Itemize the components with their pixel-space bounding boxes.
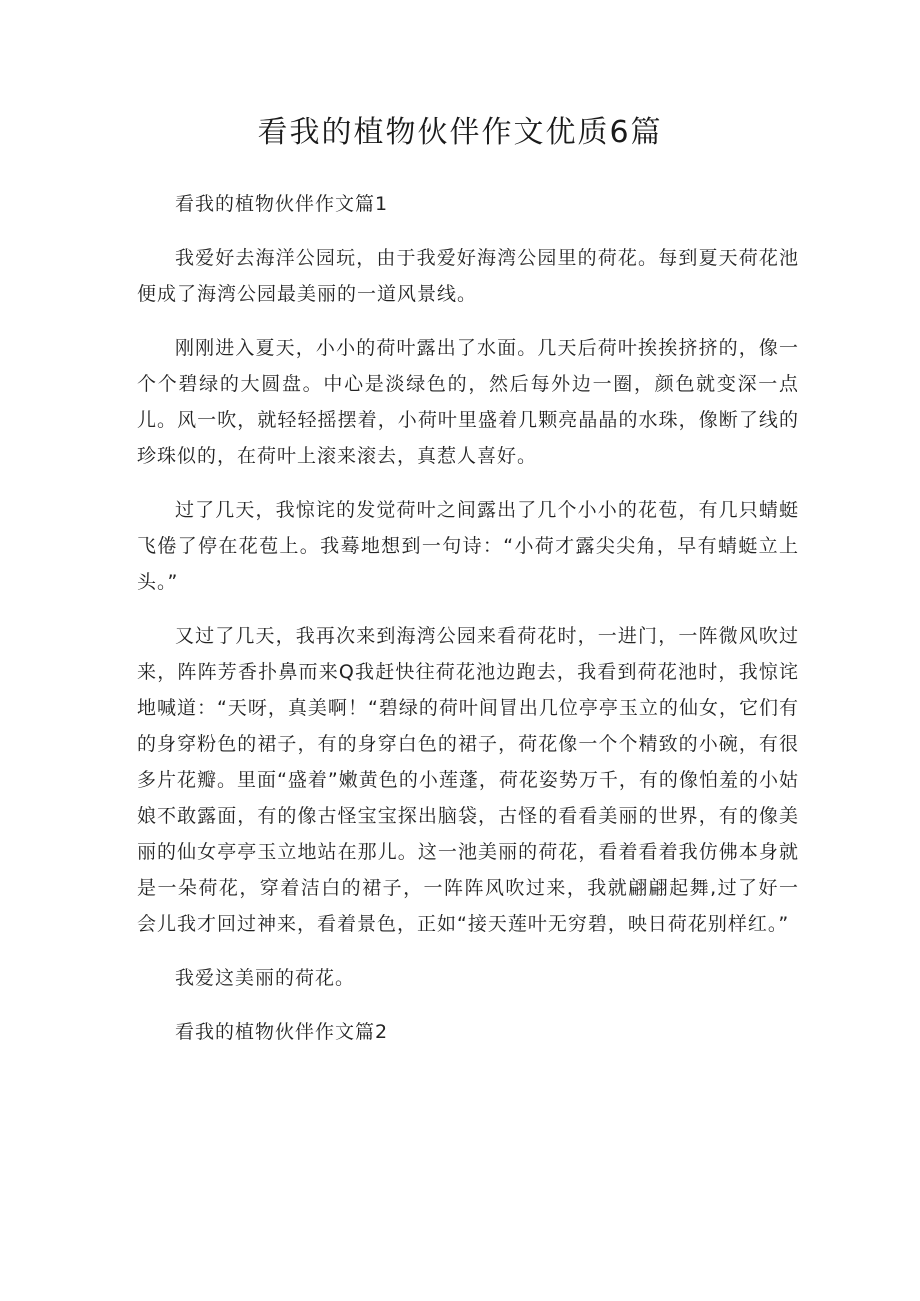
document-body	[137, 186, 799, 1068]
paragraph: 过了几天，我惊诧的发觉荷叶之间露出了几个小小的花苞，有几只蜻蜓飞倦了停在花苞上。我蓦地想到一句诗：“小荷才露尖尖角，早有蜻蜓立上头。”	[137, 499, 799, 593]
section-heading: 看我的植物伙伴作文篇1	[175, 193, 389, 215]
paragraph: 又过了几天，我再次来到海湾公园来看荷花时，一进门，一阵微风吹过来，阵阵芳香扑鼻而来Q我赶快往荷花池边跑去，我看到荷花池时，我惊诧地喊道：“天呀，真美啊！“碧绿的荷叶间冒出几位亭亭玉立的仙女，它们有的身穿粉色的裙子，有的身穿白色的裙子，荷花像一个个精致的小碗，有很多片花瓣。里面“盛着”嫩黄色的小莲蓬，荷花姿势万千，有的像怕羞的小姑娘不敢露面，有的像古怪宝宝探出脑袋，古怪的看看美丽的世界，有的像美丽的仙女亭亭玉立地站在那儿。这一池美丽的荷花，看着看着我仿佛本身就是一朵荷花，穿着洁白的裙子，一阵阵风吹过来，我就翩翩起舞,过了好一会儿我才回过神来，看着景色，正如“接天莲叶无穷碧，映日荷花别样红。”	[137, 625, 799, 935]
paragraph: 我爱好去海洋公园玩，由于我爱好海湾公园里的荷花。每到夏天荷花池便成了海湾公园最美丽的一道风景线。	[137, 247, 799, 305]
paragraph: 我爱这美丽的荷花。	[175, 967, 356, 989]
document-title: 看我的植物伙伴作文优质6篇	[257, 115, 663, 150]
paragraph: 刚刚进入夏天，小小的荷叶露出了水面。几天后荷叶挨挨挤挤的，像一个个碧绿的大圆盘。中心是淡绿色的，然后每外边一圈，颜色就变深一点儿。风一吹，就轻轻摇摆着，小荷叶里盛着几颗亮晶晶的水珠，像断了线的珍珠似的，在荷叶上滚来滚去，真惹人喜好。	[137, 337, 799, 467]
section-heading: 看我的植物伙伴作文篇2	[175, 1021, 389, 1043]
